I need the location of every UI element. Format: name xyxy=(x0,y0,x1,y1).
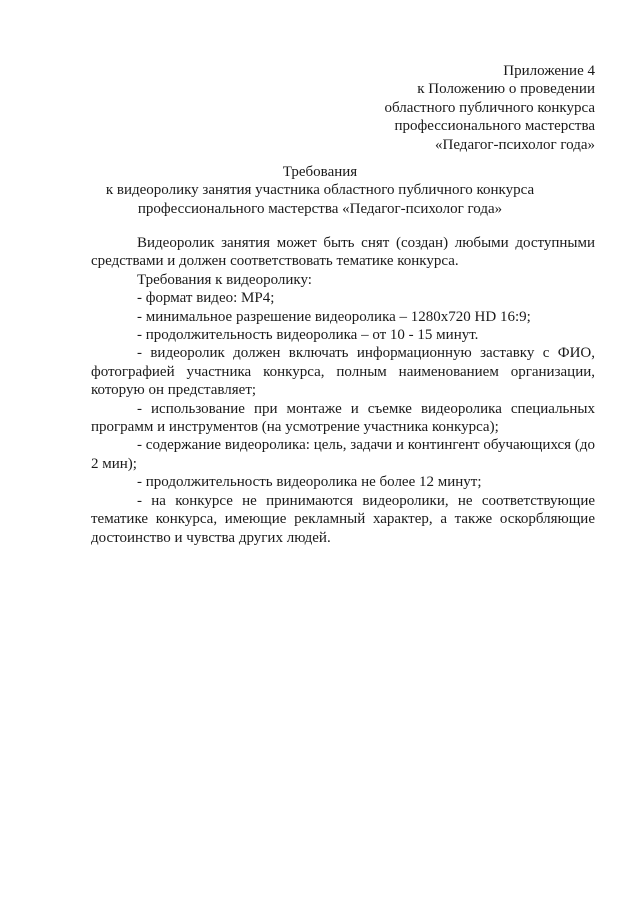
document-body xyxy=(91,234,595,547)
requirement-item: - видеоролик должен включать информационную заставку с ФИО, фотографией участника конкурса, полным наименованием организации, которую он представляет; xyxy=(91,345,595,399)
requirement-item: - формат видео: MP4; xyxy=(137,290,275,307)
appendix-line: «Педагог-психолог года» xyxy=(435,136,595,153)
requirement-item: - продолжительность видеоролика не более 12 минут; xyxy=(137,474,482,491)
intro-paragraph: Видеоролик занятия может быть снят (создан) любыми доступными средствами и должен соответствовать тематике конкурса. xyxy=(91,235,595,270)
title-heading: Требования xyxy=(282,164,358,180)
title-subline: к видеоролику занятия участника областного публичного конкурса xyxy=(105,182,535,199)
requirement-item: - минимальное разрешение видеоролика – 1280х720 HD 16:9; xyxy=(137,308,531,325)
appendix-line: профессионального мастерства xyxy=(394,118,595,135)
appendix-number: Приложение 4 xyxy=(503,63,595,79)
appendix-header xyxy=(385,62,596,154)
requirement-item: - на конкурсе не принимаются видеоролики, не соответствующие тематике конкурса, имеющие рекламный характер, а также оскорбляющие достоинство и чувства других людей. xyxy=(91,492,595,546)
document-title xyxy=(0,163,640,218)
title-subline: профессионального мастерства «Педагог-психолог года» xyxy=(137,200,503,217)
appendix-line: областного публичного конкурса xyxy=(384,99,595,116)
requirement-item: - продолжительность видеоролика – от 10 - 15 минут. xyxy=(137,327,479,344)
requirement-item: - содержание видеоролика: цель, задачи и контингент обучающихся (до 2 мин); xyxy=(91,437,595,472)
requirement-item: - использование при монтаже и съемке видеоролика специальных программ и инструментов (на усмотрение участника конкурса); xyxy=(91,400,595,436)
appendix-line: к Положению о проведении xyxy=(417,81,595,98)
requirements-heading: Требования к видеоролику: xyxy=(137,271,312,288)
